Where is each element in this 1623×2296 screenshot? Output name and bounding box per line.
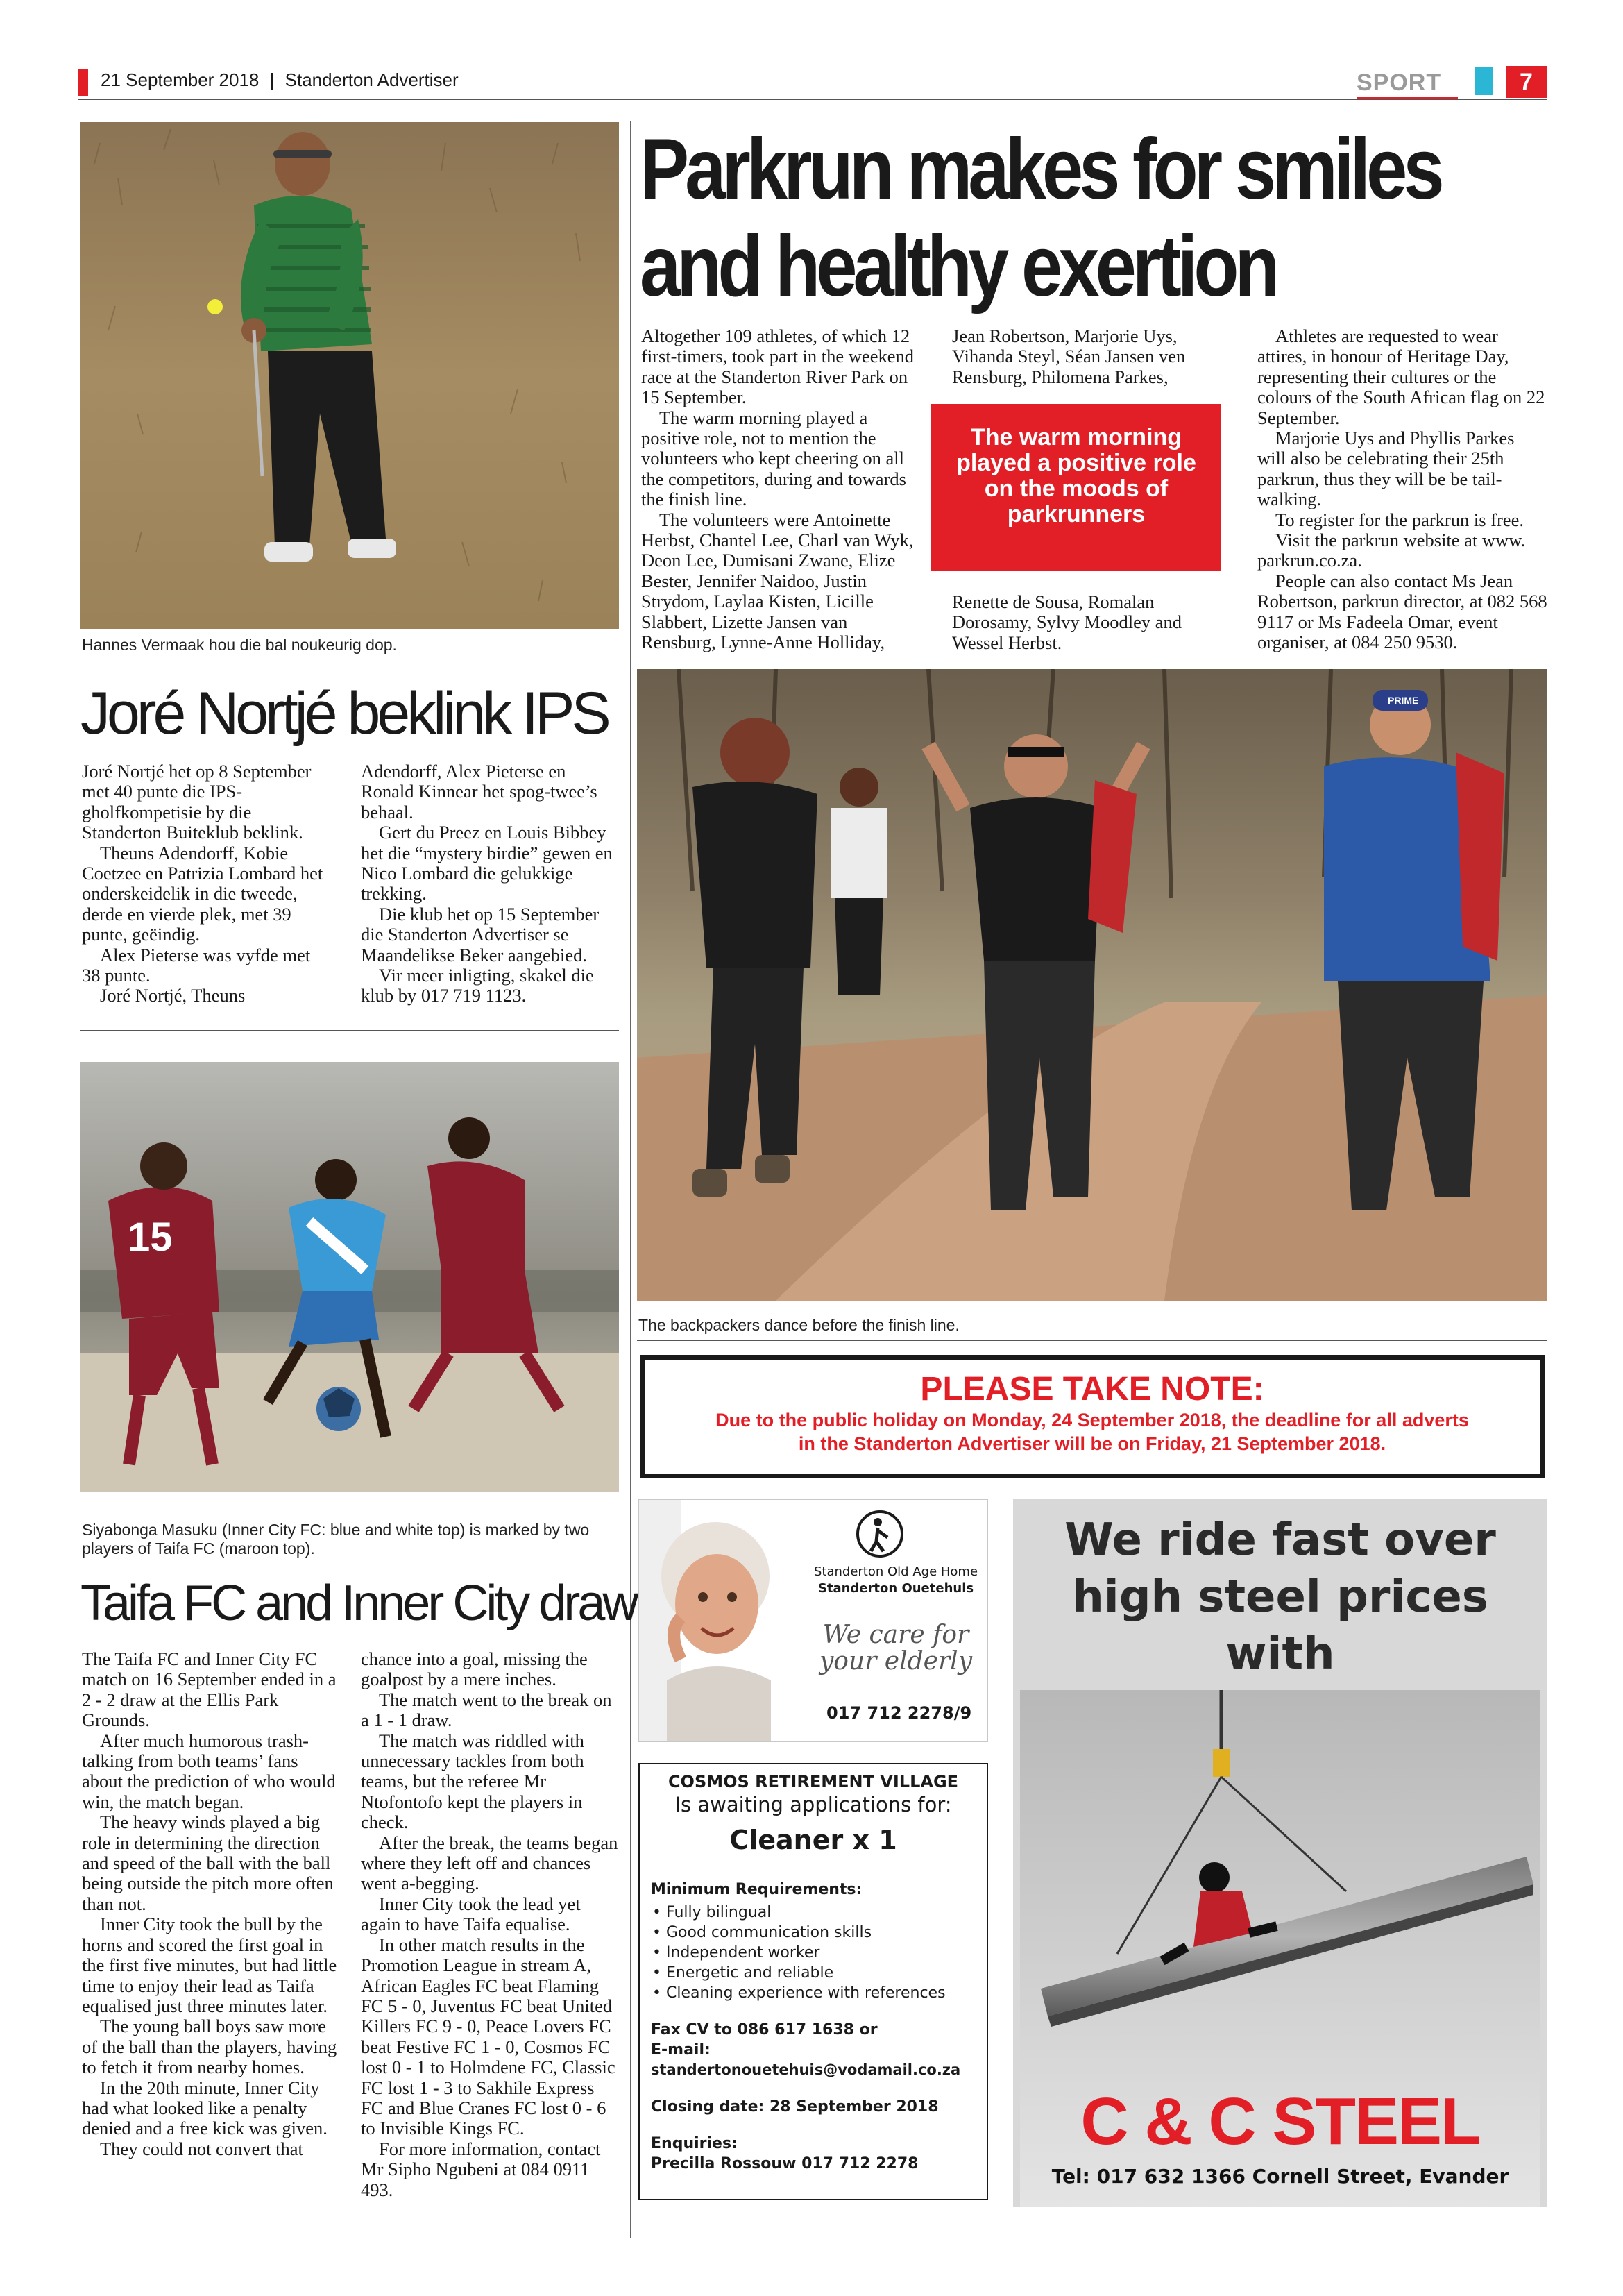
soccer-photo — [80, 1062, 619, 1492]
ips-headline: Joré Nortjé beklink IPS — [80, 680, 608, 747]
ips-paragraph: Joré Nortjé het op 8 September met 40 punte die IPS-gholfkompetisie by die Standerton Buiteklub beklink. — [82, 761, 312, 843]
parkrun-paragraph: People can also contact Ms Jean Robertson, parkrun director, at 082 568 9117 or Ms Fadeela Omar, event organiser, at 084 250 9530. — [1257, 570, 1547, 653]
taifa-headline: Taifa FC and Inner City draw — [80, 1576, 636, 1631]
taifa-paragraph: The heavy winds played a big role in determining the direction and speed of the ball with the ball being outside the pitch more often than not. — [82, 1812, 334, 1914]
cosmos-req-item: • Good communication skills — [651, 1923, 987, 1943]
cosmos-title: COSMOS RETIREMENT VILLAGE — [668, 1772, 959, 1791]
parkrun-column-3 — [1257, 326, 1547, 653]
parkrun-photo-caption: The backpackers dance before the finish line. — [638, 1316, 960, 1334]
jersey-number: 15 — [128, 1215, 173, 1260]
old-age-home-name-en: Standerton Old Age Home — [813, 1564, 978, 1579]
parkrun-paragraph: The warm morning played a positive role, not to mention the volunteers who kept cheering on all the competitors, during and towards the finish line. — [641, 407, 906, 510]
cosmos-req-list — [651, 1902, 987, 2003]
old-age-home-name — [813, 1564, 979, 1597]
parkrun-photo — [637, 669, 1547, 1301]
parkrun-paragraph: Renette de Sousa, Romalan Dorosamy, Sylvy Moodley and Wessel Herbst. — [952, 591, 1182, 653]
page-number-badge — [1506, 66, 1547, 98]
ips-paragraph: Vir meer inligting, skakel die klub by 017 719 1123. — [361, 965, 594, 1006]
notice-line-1: Due to the public holiday on Monday, 24 September 2018, the deadline for all adverts — [715, 1410, 1469, 1430]
parkrun-column-1 — [641, 326, 926, 653]
ips-column-2 — [361, 761, 619, 1006]
parkrun-headline — [640, 121, 1441, 315]
taifa-paragraph: After the break, the teams began where they left off and chances went a-begging. — [361, 1832, 618, 1894]
runner-cap-text: PRIME — [1388, 695, 1419, 706]
soccer-photo-caption: Siyabonga Masuku (Inner City FC: blue and white top) is marked by two players of Taifa FC (maroon top). — [82, 1521, 590, 1558]
header-date: 21 September 2018 — [101, 69, 260, 90]
parkrun-paragraph: Jean Robertson, Marjorie Uys, Vihanda Steyl, Séan Jansen ven Rensburg, Philomena Parkes, — [952, 326, 1186, 387]
header-red-tab — [78, 69, 88, 96]
cosmos-email-label: E-mail: — [651, 2041, 711, 2059]
old-age-home-tagline-2: your elderly — [819, 1647, 973, 1675]
cc-steel-brand: C & C STEEL — [1080, 2084, 1480, 2159]
header-publication: Standerton Advertiser — [284, 69, 459, 90]
parkrun-paragraph: To register for the parkrun is free. — [1275, 509, 1524, 530]
old-age-home-tagline-1: We care for — [822, 1621, 969, 1649]
cosmos-req-item: • Energetic and reliable — [651, 1963, 987, 1983]
cosmos-retirement-ad — [638, 1763, 988, 2200]
taifa-column-2 — [361, 1649, 619, 2200]
cosmos-enquiries-label: Enquiries: — [651, 2135, 738, 2152]
section-label: SPORT — [1357, 69, 1442, 96]
ips-paragraph: Adendorff, Alex Pieterse en Ronald Kinnear het spog-twee’s behaal. — [361, 761, 597, 822]
cosmos-requirements — [651, 1880, 987, 2174]
taifa-paragraph: For more information, contact Mr Sipho Ngubeni at 084 0911 493. — [361, 2138, 601, 2200]
notice-title: PLEASE TAKE NOTE: — [920, 1371, 1264, 1408]
taifa-paragraph: chance into a goal, missing the goalpost by a mere inches. — [361, 1648, 588, 1690]
parkrun-paragraph: Altogether 109 athletes, of which 12 first-timers, took part in the weekend race at the Standerton River Park on 15 September. — [641, 326, 914, 408]
cosmos-position: Cleaner x 1 — [729, 1825, 897, 1855]
ips-column-1 — [82, 761, 332, 1006]
taifa-paragraph: After much humorous trash-talking from both teams’ fans about the prediction of who would win, the match began. — [82, 1730, 336, 1812]
taifa-paragraph: In the 20th minute, Inner City had what looked like a penalty denied and a free kick was given. — [82, 2077, 328, 2139]
cosmos-fax: Fax CV to 086 617 1638 or — [651, 2021, 878, 2038]
notice-line-2: in the Standerton Advertiser will be on Friday, 21 September 2018. — [798, 1433, 1386, 1454]
page-number: 7 — [1520, 69, 1533, 95]
ips-bottom-rule — [80, 1030, 619, 1031]
old-age-home-name-af: Standerton Ouetehuis — [817, 1581, 974, 1596]
taifa-paragraph: Inner City took the lead yet again to have Taifa equalise. — [361, 1893, 581, 1935]
steel-headline-line-2: high steel prices with — [1072, 1571, 1488, 1680]
old-age-home-tagline — [813, 1622, 979, 1675]
old-age-home-phone: 017 712 2278/9 — [826, 1703, 972, 1723]
cc-steel-ad — [1013, 1499, 1547, 2207]
header-separator: | — [269, 69, 275, 90]
parkrun-headline-line-1: Parkrun makes for smiles — [640, 121, 1441, 217]
cosmos-closing: Closing date: 28 September 2018 — [651, 2098, 939, 2116]
parkrun-column-2-top — [952, 326, 1223, 387]
taifa-paragraph: The match was riddled with unnecessary tackles from both teams, but the referee Mr Ntofontofo kept the players in check. — [361, 1730, 584, 1833]
header-date-line — [101, 69, 459, 91]
section-cyan-block — [1475, 67, 1493, 95]
ips-paragraph: Theuns Adendorff, Kobie Coetzee en Patrizia Lombard het onderskeidelik in die tweede, derde en vierde plek, met 39 punte, geëindig. — [82, 842, 323, 945]
cosmos-req-heading: Minimum Requirements: — [651, 1881, 863, 1898]
taifa-column-1 — [82, 1649, 337, 2159]
parkrun-paragraph: The volunteers were Antoinette Herbst, Chantel Lee, Charl van Wyk, Deon Lee, Dumisani Zwane, Elize Bester, Jennifer Naidoo, Justin Strydom, Laylaa Kisten, Licille Slabbert, Lizette Jansen van Rensburg, Lynne-Anne Holliday, — [641, 509, 914, 653]
cosmos-enquiries: Precilla Rossouw 017 712 2278 — [651, 2155, 919, 2172]
taifa-paragraph: In other match results in the Promotion League in stream A, African Eagles FC beat Flaming FC 5 - 0, Juventus FC beat United Killers FC 9 - 0, Peace Lovers FC beat Festive FC 1 - 0, Cosmos FC lost 0 - 1 to Holmdene FC, Classic FC lost 1 - 3 to Sakhile Express FC and Blue Cranes FC lost 0 - 6 to Invisible Kings FC. — [361, 1934, 615, 2139]
parkrun-paragraph: Visit the parkrun website at www. parkrun.co.za. — [1257, 530, 1526, 571]
ips-paragraph: Gert du Preez en Louis Bibbey het die “mystery birdie” gewen en Nico Lombard die gelukkige trekking. — [361, 822, 613, 904]
parkrun-pull-quote: The warm morning played a positive role on the moods of parkrunners — [956, 424, 1196, 527]
parkrun-column-2-bottom — [952, 592, 1223, 653]
old-age-home-ad — [638, 1499, 988, 1742]
cc-steel-contact: Tel: 017 632 1366 Cornell Street, Evander — [1051, 2165, 1509, 2188]
parkrun-bottom-rule — [637, 1340, 1547, 1341]
cosmos-email: standertonouetehuis@vodamail.co.za — [651, 2061, 961, 2078]
parkrun-paragraph: Athletes are requested to wear attires, in honour of Heritage Day, representing their cultures or the colours of the South African flag on 22 September. — [1257, 326, 1545, 428]
column-divider — [630, 121, 631, 2238]
cosmos-req-item: • Fully bilingual — [651, 1902, 987, 1923]
golf-photo-caption: Hannes Vermaak hou die bal noukeurig dop. — [82, 636, 397, 654]
parkrun-pull-quote-box — [931, 404, 1221, 571]
ips-paragraph: Alex Pieterse was vyfde met 38 punte. — [82, 944, 311, 986]
golf-photo — [80, 122, 619, 629]
ips-paragraph: Die klub het op 15 September die Standerton Advertiser se Maandelikse Beker aangebied. — [361, 903, 600, 965]
taifa-paragraph: The Taifa FC and Inner City FC match on 16 September ended in a 2 - 2 draw at the Ellis Park Grounds. — [82, 1648, 337, 1731]
cosmos-req-item: • Independent worker — [651, 1943, 987, 1963]
steel-headline-line-1: We ride fast over — [1064, 1514, 1496, 1566]
taifa-paragraph: The young ball boys saw more of the ball than the players, having to fetch it from nearby homes. — [82, 2016, 337, 2078]
header-rule — [78, 99, 1547, 100]
taifa-paragraph: They could not convert that — [100, 2138, 303, 2159]
cosmos-subtitle: Is awaiting applications for: — [674, 1793, 952, 1816]
taifa-paragraph: The match went to the break on a 1 - 1 draw. — [361, 1689, 612, 1731]
elderly-woman-illustration — [639, 1500, 778, 1742]
ips-paragraph: Joré Nortjé, Theuns — [100, 985, 246, 1006]
old-age-home-logo-icon — [856, 1510, 904, 1558]
parkrun-headline-line-2: and healthy exertion — [640, 219, 1276, 314]
cosmos-req-item: • Cleaning experience with references — [651, 1983, 987, 2003]
notice-box — [640, 1355, 1545, 1478]
parkrun-paragraph: Marjorie Uys and Phyllis Parkes will also be celebrating their 25th parkrun, thus they will be be tail-walking. — [1257, 428, 1515, 510]
taifa-paragraph: Inner City took the bull by the horns and scored the first goal in the first five minutes, but had little time to enjoy their lead as Taifa equalised just three minutes later. — [82, 1914, 337, 2016]
